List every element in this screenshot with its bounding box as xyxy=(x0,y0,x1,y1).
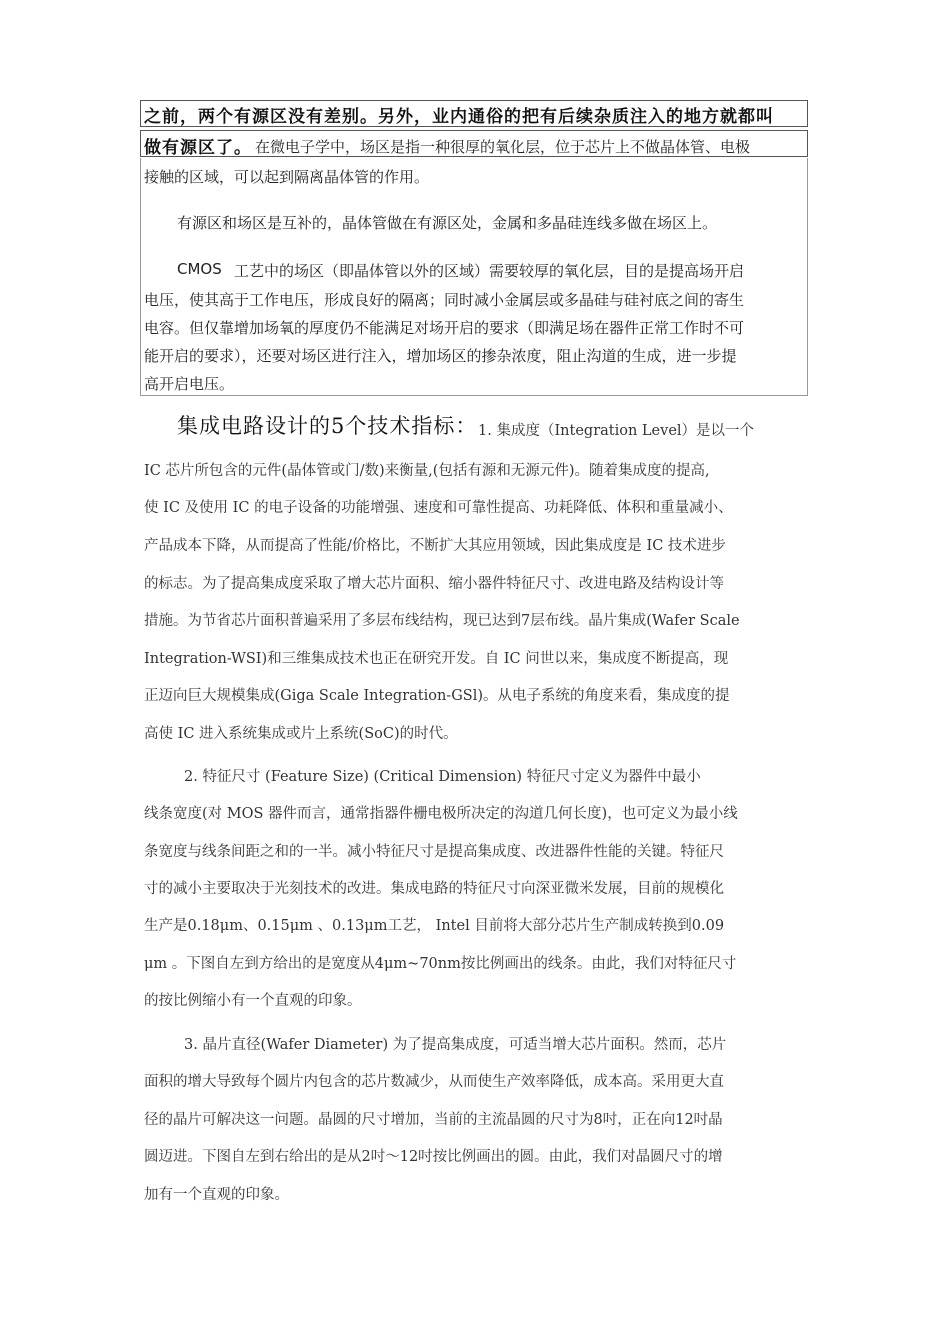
item1-line-3: 使 IC 及使用 IC 的电子设备的功能增强、速度和可靠性提高、功耗降低、体积和重量减小、 xyxy=(144,500,733,516)
item2-line-4: 寸的减小主要取决于光刻技术的改进。集成电路的特征尺寸向深亚微米发展，目前的规模化 xyxy=(144,881,724,897)
top-line-2-rest: 在微电子学中，场区是指一种很厚的氧化层，位于芯片上不做晶体管、电极 xyxy=(255,138,751,156)
item1-line-9: 高使 IC 进入系统集成或片上系统(SoC)的时代。 xyxy=(144,726,458,742)
cmos-line-2: 电压，使其高于工作电压，形成良好的隔离；同时减小金属层或多晶硅与硅衬底之间的寄生 xyxy=(144,291,745,309)
item2-line-3: 条宽度与线条间距之和的一半。减小特征尺寸是提高集成度、改进器件性能的关键。特征尺 xyxy=(144,844,724,860)
cmos-line-3: 电容。但仅靠增加场氧的厚度仍不能满足对场开启的要求（即满足场在器件正常工作时不可 xyxy=(144,319,745,337)
item1-line-7: Integration-WSI)和三维集成技术也正在研究开发。自 IC 问世以来，集成度不断提高，现 xyxy=(144,651,729,667)
section-heading: 集成电路设计的5个技术指标： xyxy=(177,414,478,438)
cmos-lead: CMOS xyxy=(177,260,222,278)
top-line-1: 之前，两个有源区没有差别。另外，业内通俗的把有后续杂质注入的地方就都叫 xyxy=(144,107,774,127)
item1-line-8: 正迈向巨大规模集成(Giga Scale Integration-GSl)。从电子系统的角度来看，集成度的提 xyxy=(144,688,730,704)
item1-line-2: IC 芯片所包含的元件(晶体管或门/数)来衡量,(包括有源和无源元件)。随着集成度的提高, xyxy=(144,463,710,479)
item1-line-1: 1. 集成度（Integration Level）是以一个 xyxy=(478,423,755,439)
item1-line-4: 产品成本下降，从而提高了性能/价格比，不断扩大其应用领域，因此集成度是 IC 技术进步 xyxy=(144,538,726,554)
complement-paragraph: 有源区和场区是互补的，晶体管做在有源区处，金属和多晶硅连线多做在场区上。 xyxy=(177,214,718,232)
item3-line-4: 圆迈进。下图自左到右给出的是从2吋～12吋按比例画出的圆。由此，我们对晶圆尺寸的增 xyxy=(144,1149,723,1165)
item2-line-5: 生产是0.18μm、0.15μm 、0.13μm工艺， Intel 目前将大部分芯片生产制成转换到0.09 xyxy=(144,918,725,934)
cmos-line-1: 工艺中的场区（即晶体管以外的区域）需要较厚的氧化层，目的是提高场开启 xyxy=(234,262,745,280)
top-line-2-big: 做有源区了。 xyxy=(144,138,252,158)
item1-line-5: 的标志。为了提高集成度采取了增大芯片面积、缩小器件特征尺寸、改进电路及结构设计等 xyxy=(144,576,724,592)
top-line-3: 接触的区域，可以起到隔离晶体管的作用。 xyxy=(144,168,430,186)
item3-line-1: 3. 晶片直径(Wafer Diameter) 为了提高集成度，可适当增大芯片面积。然而，芯片 xyxy=(184,1037,727,1053)
item3-line-5: 加有一个直观的印象。 xyxy=(144,1187,289,1203)
cmos-line-5: 高开启电压。 xyxy=(144,375,235,393)
item3-line-3: 径的晶片可解决这一问题。晶圆的尺寸增加，当前的主流晶圆的尺寸为8吋，正在向12吋晶 xyxy=(144,1112,723,1128)
item2-line-2: 线条宽度(对 MOS 器件而言，通常指器件栅电极所决定的沟道几何长度)，也可定义为最小线 xyxy=(144,806,738,822)
item1-line-6: 措施。为节省芯片面积普遍采用了多层布线结构，现已达到7层布线。晶片集成(Wafer Scale xyxy=(144,613,740,629)
item2-line-1: 2. 特征尺寸 (Feature Size) (Critical Dimension) 特征尺寸定义为器件中最小 xyxy=(184,769,701,785)
item2-line-6: μm 。下图自左到方给出的是宽度从4μm~70nm按比例画出的线条。由此，我们对特征尺寸 xyxy=(144,956,737,972)
cmos-line-4: 能开启的要求），还要对场区进行注入，增加场区的掺杂浓度，阻止沟道的生成，进一步提 xyxy=(144,347,737,365)
item3-line-2: 面积的增大导致每个圆片内包含的芯片数减少，从而使生产效率降低，成本高。采用更大直 xyxy=(144,1074,724,1090)
item2-line-7: 的按比例缩小有一个直观的印象。 xyxy=(144,993,362,1009)
